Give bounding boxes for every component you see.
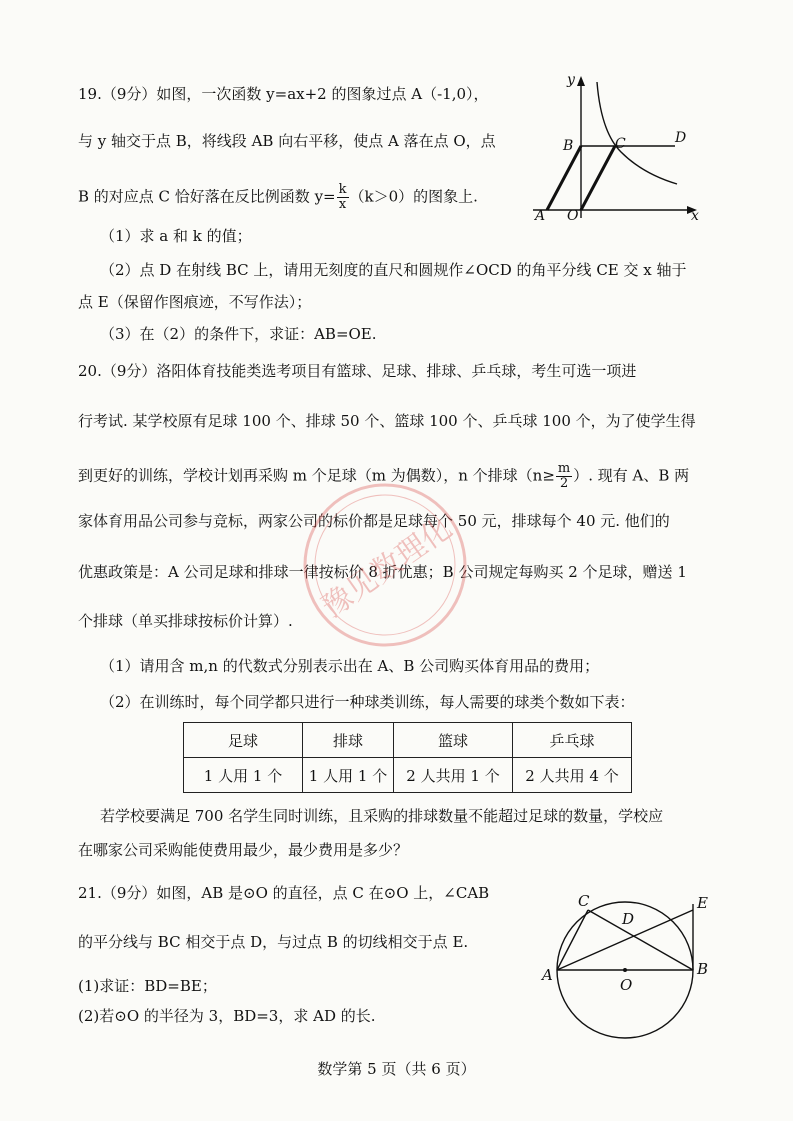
chord-bc — [588, 910, 693, 970]
q19-line-2: 与 y 轴交于点 B，将线段 AB 向右平移，使点 A 落在点 O，点 — [78, 132, 496, 150]
hyperbola-curve — [597, 82, 677, 184]
fig19-label-d: D — [675, 130, 687, 146]
q20-line-6: 个排球（单买排球按标价计算）. — [78, 612, 293, 630]
segment-oc — [581, 146, 615, 210]
q20-line-3a: 到更好的训练，学校计划再采购 m 个足球（m 为偶数），n 个排球（n≥ — [78, 466, 555, 485]
q19-line-1: 19.（9分）如图，一次函数 y=ax+2 的图象过点 A（-1,0）， — [78, 85, 489, 103]
fig19-label-b: B — [563, 138, 574, 154]
q21-part-2: (2)若⊙O 的半径为 3，BD=3，求 AD 的长. — [78, 1007, 376, 1025]
q19-part-1: （1）求 a 和 k 的值； — [100, 227, 252, 245]
q20-line-3b: ）. 现有 A、B 两 — [573, 466, 690, 485]
q19-part-2b: 点 E（保留作图痕迹，不写作法）； — [78, 293, 312, 311]
page-footer: 数学第 5 页（共 6 页） — [317, 1060, 476, 1078]
fig19-label-x: x — [691, 208, 699, 224]
watermark-stamp — [290, 470, 480, 660]
fig21-label-o: O — [620, 976, 633, 994]
q20-line-4: 家体育用品公司参与竞标，两家公司的标价都是足球每个 50 元，排球每个 40 元. 他们的 — [78, 512, 670, 530]
q20-after-2: 在哪家公司采购能使费用最少，最少费用是多少？ — [78, 841, 409, 859]
table-cell: 2 人共用 4 个 — [513, 758, 632, 793]
q19-line-3b: （k＞0）的图象上. — [349, 187, 478, 206]
table-cell: 1 人用 1 个 — [303, 758, 394, 793]
fig19-label-c: C — [615, 136, 626, 152]
fig19-label-y: y — [567, 72, 575, 88]
q20-part-2: （2）在训练时，每个同学都只进行一种球类训练，每人需要的球类个数如下表： — [100, 693, 635, 711]
y-axis-arrow — [577, 76, 585, 86]
table-header-cell: 排球 — [303, 723, 394, 758]
fig21-label-b: B — [697, 960, 709, 978]
table-cell: 1 人用 1 个 — [184, 758, 303, 793]
q20-line-5: 优惠政策是：A 公司足球和排球一律按标价 8 折优惠；B 公司规定每购买 2 个足球，赠送 1 — [78, 563, 687, 581]
q19-frac-den: x — [338, 197, 347, 212]
q21-figure — [540, 888, 720, 1050]
q20-line-1: 20.（9分）洛阳体育技能类选考项目有篮球、足球、排球、乒乓球，考生可选一项进 — [78, 362, 637, 380]
q19-line-3a: B 的对应点 C 恰好落在反比例函数 y= — [78, 187, 336, 206]
table-cell: 2 人共用 1 个 — [394, 758, 513, 793]
q20-fraction — [556, 462, 572, 491]
q19-line-3 — [78, 183, 478, 212]
q19-figure — [525, 70, 705, 230]
q20-line-2: 行考试. 某学校原有足球 100 个、排球 50 个、篮球 100 个、乒乓球 100 个，为了使学生得 — [78, 412, 696, 430]
q19-part-2a: （2）点 D 在射线 BC 上，请用无刻度的直尺和圆规作∠OCD 的角平分线 CE 交 x 轴于 — [100, 261, 687, 279]
table-header-cell: 乒乓球 — [513, 723, 632, 758]
segment-ab — [547, 146, 581, 210]
chord-ac — [557, 910, 588, 970]
ball-usage-table — [183, 722, 632, 793]
fig21-label-e: E — [697, 894, 708, 912]
q20-frac-num: m — [557, 461, 571, 476]
q21-line-1: 21.（9分）如图，AB 是⊙O 的直径，点 C 在⊙O 上，∠CAB — [78, 884, 490, 902]
q20-frac-den: 2 — [559, 476, 569, 491]
table-row — [184, 758, 632, 793]
q21-part-1: (1)求证：BD=BE； — [78, 977, 217, 995]
table-header-cell: 足球 — [184, 723, 303, 758]
watermark-text: 豫见数理化 — [315, 510, 459, 626]
center-point — [623, 968, 627, 972]
fig19-label-o: O — [567, 208, 579, 224]
fig21-label-d: D — [622, 910, 635, 928]
fig21-label-a: A — [542, 966, 553, 984]
table-header-cell: 篮球 — [394, 723, 513, 758]
table-header-row — [184, 723, 632, 758]
q19-part-3: （3）在（2）的条件下，求证：AB=OE. — [100, 325, 377, 343]
q20-part-1: （1）请用含 m,n 的代数式分别表示出在 A、B 公司购买体育用品的费用； — [100, 657, 600, 675]
fig21-label-c: C — [578, 892, 590, 910]
q19-fraction — [337, 183, 349, 212]
q19-frac-num: k — [338, 182, 347, 197]
fig19-label-a: A — [535, 208, 546, 224]
q20-after-1: 若学校要满足 700 名学生同时训练，且采购的排球数量不能超过足球的数量，学校应 — [100, 807, 664, 825]
q21-line-2: 的平分线与 BC 相交于点 D，与过点 B 的切线相交于点 E. — [78, 933, 469, 951]
